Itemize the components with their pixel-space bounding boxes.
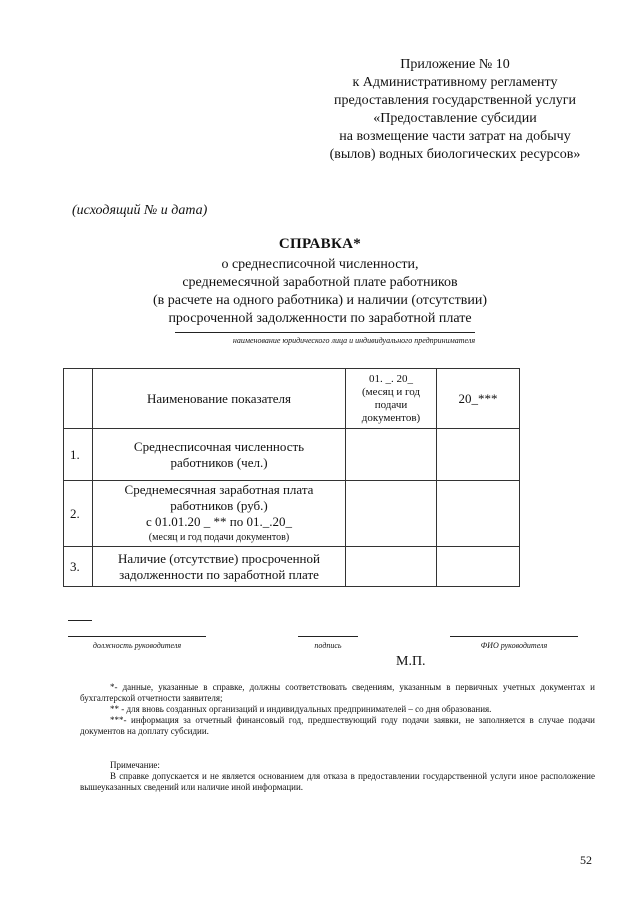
- header-date1-line: (месяц и год: [361, 385, 420, 398]
- separator-dash: [68, 620, 92, 621]
- appendix-line: к Административному регламенту: [352, 75, 558, 90]
- row-name-note: (месяц и год подачи документов): [148, 531, 290, 543]
- row-number: 2.: [64, 481, 93, 547]
- subtitle-line: просроченной задолженности по заработной плате: [168, 311, 472, 326]
- document-subtitle: [100, 256, 540, 328]
- header-date1-cell: [346, 369, 437, 429]
- table-row: [64, 429, 520, 481]
- subtitle-line: среднемесячной заработной плате работников: [182, 275, 458, 290]
- appendix-line: предоставления государственной услуги: [334, 93, 576, 108]
- appendix-header: [300, 56, 610, 164]
- row-value-date1[interactable]: [346, 429, 437, 481]
- signature-caption: подпись: [314, 641, 342, 650]
- stamp-place: М.П.: [396, 654, 426, 669]
- footnote: ** - для вновь созданных организаций и индивидуальных предпринимателей – со дня образования.: [110, 704, 492, 714]
- header-num-cell: [64, 369, 93, 429]
- fio-signature-line: [450, 636, 578, 637]
- remark-block: [80, 760, 595, 793]
- row-indicator-name: [93, 429, 346, 481]
- document-title: СПРАВКА*: [278, 236, 362, 252]
- remark-text: В справке допускается и не является основанием для отказа в предоставлении государственной услуги иное расположение вышеуказанных сведений или наличие иной информации.: [80, 771, 595, 792]
- fio-caption: ФИО руководителя: [480, 641, 548, 650]
- position-signature-line: [68, 636, 206, 637]
- row-name-line: Среднемесячная заработная плата: [124, 481, 314, 497]
- row-number: 1.: [64, 429, 93, 481]
- row-name-line: работников (чел.): [170, 454, 268, 470]
- subtitle-line: (в расчете на одного работника) и наличии (отсутствии): [152, 293, 488, 308]
- table-row: [64, 481, 520, 547]
- footnote: *- данные, указанные в справке, должны соответствовать сведениям, указанным в первичных учетных документах и бухгалтерской отчетности заявителя;: [80, 682, 595, 703]
- page-number: 52: [580, 853, 592, 867]
- row-name-line: Наличие (отсутствие) просроченной: [118, 550, 320, 566]
- footnotes: [80, 682, 595, 737]
- position-caption: должность руководителя: [92, 641, 182, 650]
- header-date1-line: подачи: [374, 398, 408, 411]
- row-indicator-name: [93, 547, 346, 587]
- row-name-line: с 01.01.20 _ ** по 01._.20_: [146, 513, 292, 529]
- appendix-line: (вылов) водных биологических ресурсов»: [329, 147, 581, 162]
- row-value-date1[interactable]: [346, 481, 437, 547]
- signature-line: [298, 636, 358, 637]
- appendix-line: Приложение № 10: [400, 57, 510, 72]
- footnote: ***- информация за отчетный финансовый год, предшествующий году подачи заявки, не заполняется в случае подачи документов на доплату субсидии.: [80, 715, 595, 736]
- table-header-row: [64, 369, 520, 429]
- row-name-line: задолженности по заработной плате: [119, 566, 319, 582]
- row-value-date2[interactable]: [437, 429, 520, 481]
- indicators-table: [63, 368, 520, 587]
- entity-name-caption: наименование юридического лица и индивидуального предпринимателя: [232, 336, 476, 345]
- subtitle-line: о среднесписочной численности,: [221, 257, 419, 272]
- row-name-line: работников (руб.): [170, 497, 268, 513]
- appendix-line: «Предоставление субсидии: [373, 111, 537, 126]
- appendix-line: на возмещение части затрат на добычу: [339, 129, 571, 144]
- row-value-date1[interactable]: [346, 547, 437, 587]
- row-indicator-name: [93, 481, 346, 547]
- header-date1-line: документов): [361, 411, 421, 424]
- row-number: 3.: [64, 547, 93, 587]
- header-date1-line: 01. _. 20_: [369, 372, 413, 385]
- header-date2-cell: 20_***: [437, 369, 520, 429]
- remark-heading: Примечание:: [110, 760, 160, 770]
- row-value-date2[interactable]: [437, 481, 520, 547]
- header-name-cell: Наименование показателя: [93, 369, 346, 429]
- table-row: [64, 547, 520, 587]
- row-value-date2[interactable]: [437, 547, 520, 587]
- entity-name-line: [175, 332, 475, 333]
- row-name-line: Среднесписочная численность: [133, 438, 305, 454]
- outgoing-number-date: (исходящий № и дата): [72, 203, 208, 218]
